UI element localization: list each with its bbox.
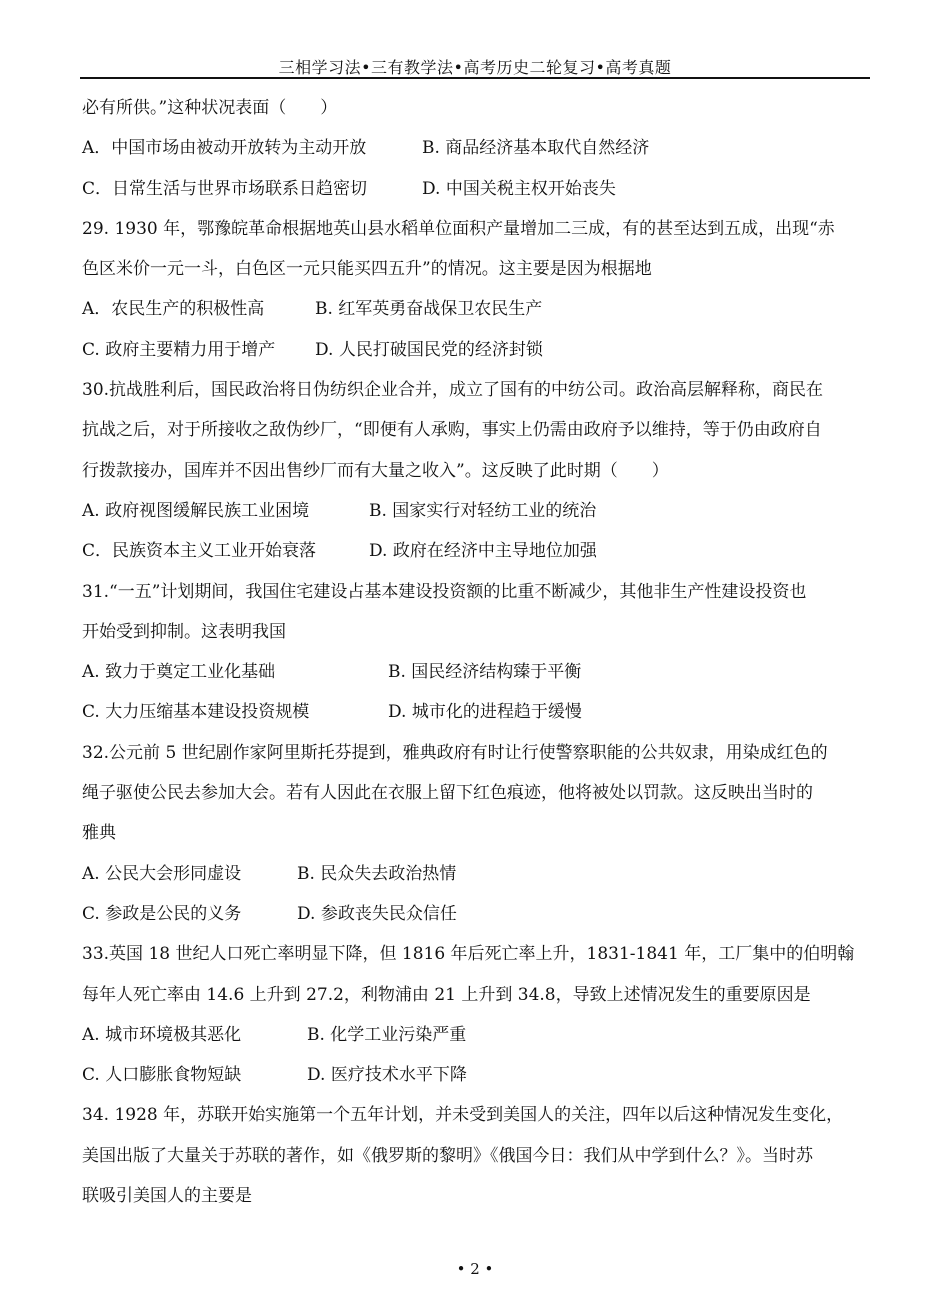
text-line: 34. 1928 年，苏联开始实施第一个五年计划，并未受到美国人的关注，四年以后这种情况发生变化， <box>82 1105 844 1126</box>
option-row <box>82 128 872 168</box>
text-line: 联吸引美国人的主要是 <box>82 1186 252 1207</box>
option-text: B. 化学工业污染严重 <box>307 1024 467 1045</box>
option-text: C．民族资本主义工业开始衰落 <box>82 541 317 562</box>
option-text: A．中国市场由被动开放转为主动开放 <box>82 138 367 159</box>
option-row <box>82 652 872 692</box>
option-row <box>82 1015 872 1055</box>
option-text: B. 民众失去政治热情 <box>297 863 457 884</box>
option-text: B. 国家实行对轻纺工业的统治 <box>369 500 597 521</box>
text-line: 绳子驱使公民去参加大会。若有人因此在衣服上留下红色痕迹，他将被处以罚款。这反映出当时的 <box>82 783 813 804</box>
option-row <box>82 289 872 329</box>
option-text: D. 政府在经济中主导地位加强 <box>369 541 597 562</box>
option-text: B. 红军英勇奋战保卫农民生产 <box>315 299 543 320</box>
option-text: C. 大力压缩基本建设投资规模 <box>82 702 310 723</box>
page-header: 三相学习法•三有教学法•高考历史二轮复习•高考真题 <box>278 58 672 77</box>
text-line: 雅典 <box>82 823 116 844</box>
text-line: 30.抗战胜利后，国民政治将日伪纺织企业合并，成立了国有的中纺公司。政治高层解释称，商民在 <box>82 380 824 401</box>
option-text: A. 致力于奠定工业化基础 <box>82 662 276 683</box>
text-line: 29. 1930 年，鄂豫皖革命根据地英山县水稻单位面积产量增加二三成，有的甚至达到五成，出现“赤 <box>82 218 835 239</box>
option-text: C. 政府主要精力用于增产 <box>82 339 276 360</box>
option-text: B. 国民经济结构臻于平衡 <box>388 662 582 683</box>
text-line: 抗战之后，对于所接收之敌伪纱厂，“即便有人承购，事实上仍需由政府予以维持，等于仍由政府自 <box>82 420 822 441</box>
header-rule <box>80 77 870 79</box>
text-line: 色区米价一元一斗，白色区一元只能买四五升”的情况。这主要是因为根据地 <box>82 259 652 280</box>
question-content <box>82 88 872 1216</box>
option-text: D. 城市化的进程趋于缓慢 <box>388 702 582 723</box>
option-text: C. 参政是公民的义务 <box>82 903 242 924</box>
text-line: 必有所供。”这种状况表面（ ） <box>82 98 338 118</box>
option-text: A. 公民大会形同虚设 <box>82 863 242 884</box>
option-row <box>82 1055 872 1095</box>
option-row <box>82 169 872 209</box>
option-row <box>82 894 872 934</box>
option-text: A. 政府视图缓解民族工业困境 <box>82 500 310 521</box>
option-row <box>82 491 872 531</box>
option-row <box>82 854 872 894</box>
option-text: A．农民生产的积极性高 <box>82 299 265 320</box>
option-text: D. 人民打破国民党的经济封锁 <box>315 339 543 360</box>
text-line: 每年人死亡率由 14.6 上升到 27.2，利物浦由 21 上升到 34.8，导致上述情况发生的重要原因是 <box>82 984 811 1005</box>
text-line: 31.“一五”计划期间，我国住宅建设占基本建设投资额的比重不断减少，其他非生产性建设投资也 <box>82 581 807 602</box>
text-line: 32.公元前 5 世纪剧作家阿里斯托芬提到，雅典政府有时让行使警察职能的公共奴隶，用染成红色的 <box>82 742 828 763</box>
option-row <box>82 692 872 732</box>
option-text: A. 城市环境极其恶化 <box>82 1024 242 1045</box>
option-text: D. 医疗技术水平下降 <box>307 1065 467 1086</box>
option-row <box>82 330 872 370</box>
text-line: 33.英国 18 世纪人口死亡率明显下降，但 1816 年后死亡率上升，1831-1841 年，工厂集中的伯明翰 <box>82 944 855 965</box>
text-line: 行拨款接办，国库并不因出售纱厂而有大量之收入”。这反映了此时期（ ） <box>82 460 669 481</box>
option-text: C. 人口膨胀食物短缺 <box>82 1065 242 1086</box>
option-text: D. 中国关税主权开始丧失 <box>422 178 616 199</box>
page-number: • 2 • <box>456 1260 494 1278</box>
text-line: 开始受到抑制。这表明我国 <box>82 621 286 642</box>
option-text: B. 商品经济基本取代自然经济 <box>422 138 650 159</box>
text-line: 美国出版了大量关于苏联的著作，如《俄罗斯的黎明》《俄国今日：我们从中学到什么？》。当时苏 <box>82 1145 813 1166</box>
option-text: C．日常生活与世界市场联系日趋密切 <box>82 178 368 199</box>
option-row <box>82 531 872 571</box>
option-text: D. 参政丧失民众信任 <box>297 903 457 924</box>
